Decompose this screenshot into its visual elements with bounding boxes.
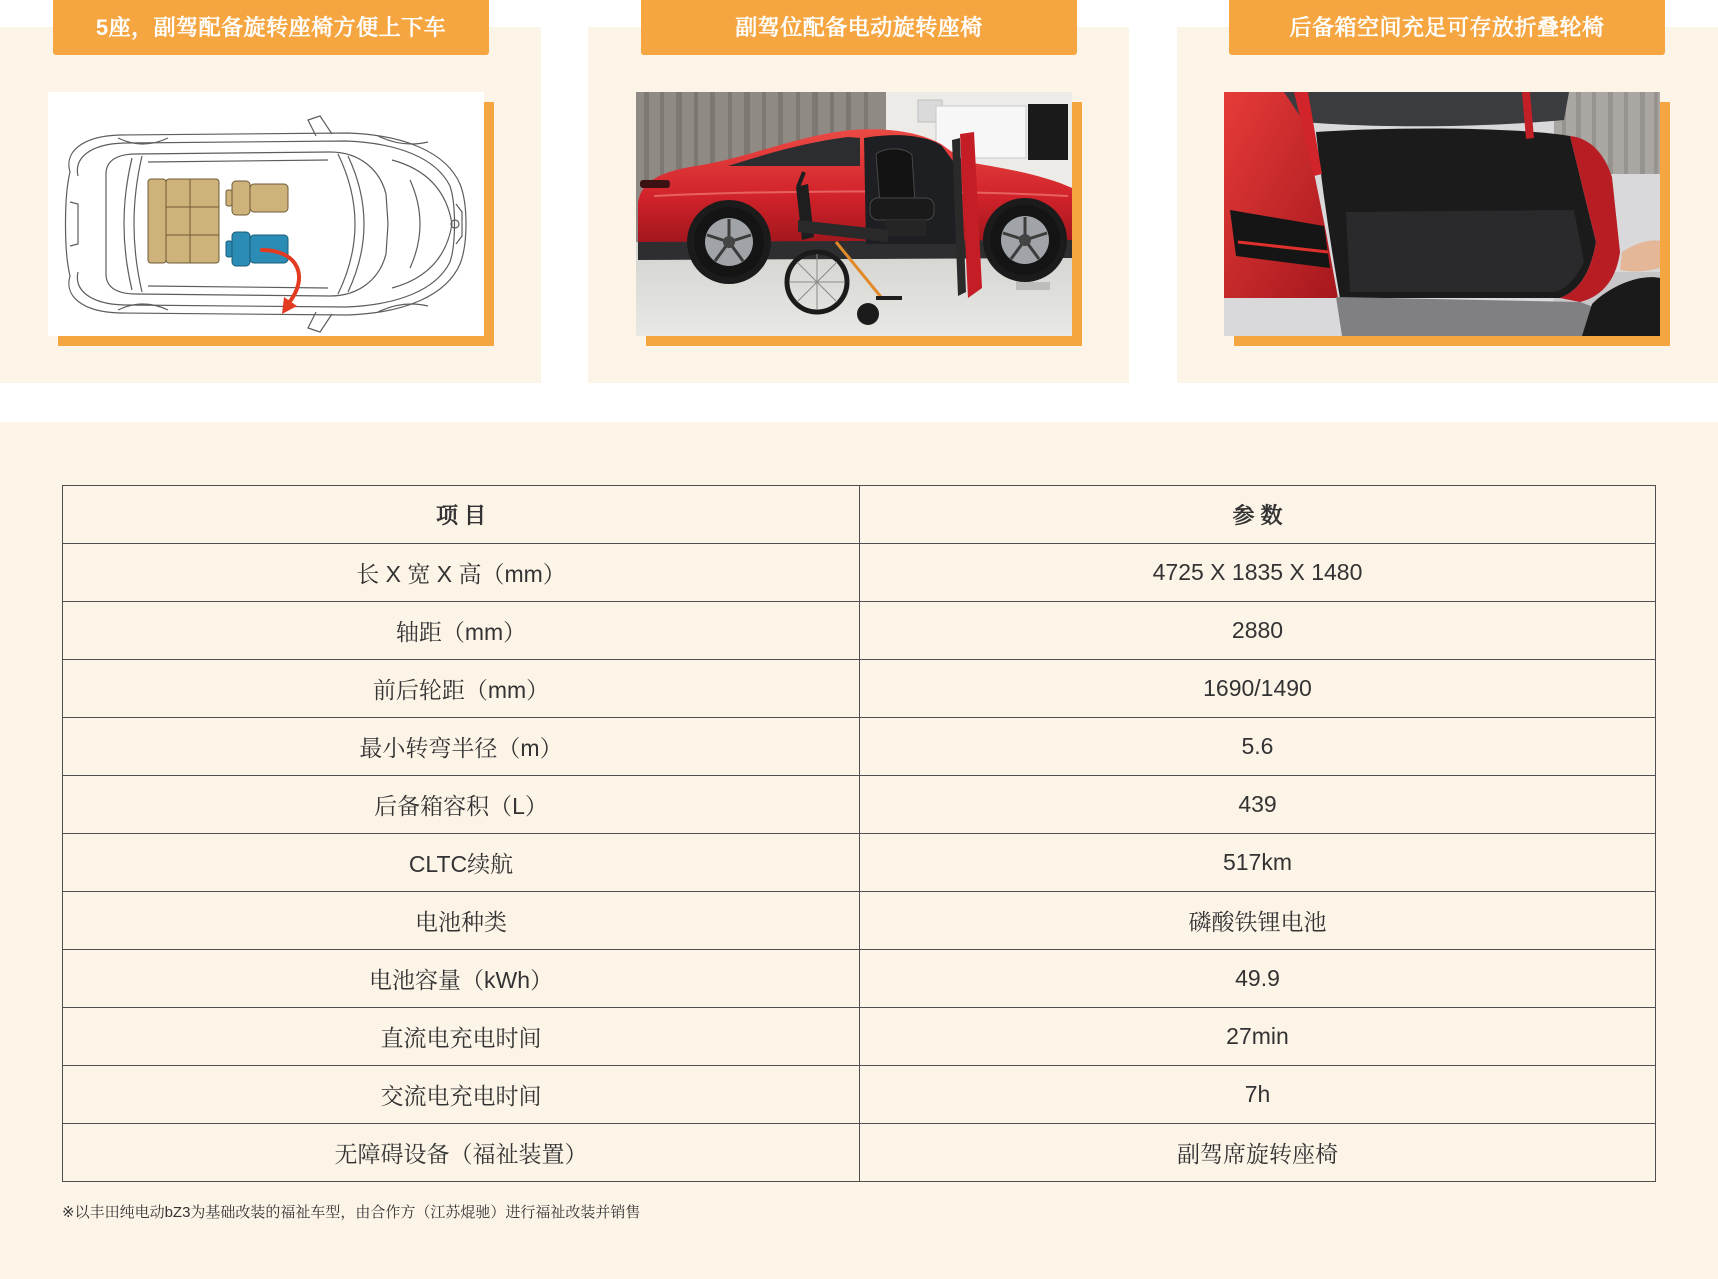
spec-row-wheelbase bbox=[63, 602, 1656, 660]
footnote: ※以丰田纯电动bZ3为基础改装的福祉车型，由合作方（江苏焜驰）进行福祉改装并销售 bbox=[62, 1204, 641, 1221]
spec-row-accessibility bbox=[63, 1124, 1656, 1182]
rotating-passenger-seat bbox=[226, 232, 288, 266]
spec-value: 7h bbox=[860, 1066, 1656, 1124]
feature-card-1-image bbox=[48, 92, 484, 336]
feature-card-2-label: 副驾位配备电动旋转座椅 bbox=[641, 0, 1077, 55]
spec-row-ac-charging bbox=[63, 1066, 1656, 1124]
spec-value: 517km bbox=[860, 834, 1656, 892]
spec-value: 2880 bbox=[860, 602, 1656, 660]
feature-card-2-image bbox=[636, 92, 1072, 336]
spec-value: 49.9 bbox=[860, 950, 1656, 1008]
header-item: 项 目 bbox=[63, 486, 860, 544]
spec-row-cltc-range bbox=[63, 834, 1656, 892]
spec-value: 1690/1490 bbox=[860, 660, 1656, 718]
spec-item: 交流电充电时间 bbox=[63, 1066, 860, 1124]
spec-value: 磷酸铁锂电池 bbox=[860, 892, 1656, 950]
spec-item: 轴距（mm） bbox=[63, 602, 860, 660]
spec-row-battery-type bbox=[63, 892, 1656, 950]
spec-item: 直流电充电时间 bbox=[63, 1008, 860, 1066]
spec-header-row bbox=[63, 486, 1656, 544]
spec-item: 无障碍设备（福祉装置） bbox=[63, 1124, 860, 1182]
car-side-wheelchair-photo bbox=[636, 92, 1072, 336]
header-value: 参 数 bbox=[860, 486, 1656, 544]
spec-row-track bbox=[63, 660, 1656, 718]
spec-row-turning-radius bbox=[63, 718, 1656, 776]
spec-item: 最小转弯半径（m） bbox=[63, 718, 860, 776]
spec-row-battery-capacity bbox=[63, 950, 1656, 1008]
spec-value: 5.6 bbox=[860, 718, 1656, 776]
spec-item: CLTC续航 bbox=[63, 834, 860, 892]
spec-table bbox=[62, 485, 1656, 1182]
car-body-outline bbox=[66, 116, 467, 332]
spec-value: 4725 X 1835 X 1480 bbox=[860, 544, 1656, 602]
rear-bench-seat bbox=[148, 179, 219, 263]
spec-item: 长 X 宽 X 高（mm） bbox=[63, 544, 860, 602]
spec-value: 副驾席旋转座椅 bbox=[860, 1124, 1656, 1182]
feature-card-3-image bbox=[1224, 92, 1660, 336]
car-top-view-seat-diagram bbox=[48, 92, 484, 336]
spec-value: 439 bbox=[860, 776, 1656, 834]
spec-item: 后备箱容积（L） bbox=[63, 776, 860, 834]
spec-item: 前后轮距（mm） bbox=[63, 660, 860, 718]
spec-item: 电池容量（kWh） bbox=[63, 950, 860, 1008]
spec-row-dimensions bbox=[63, 544, 1656, 602]
spec-value: 27min bbox=[860, 1008, 1656, 1066]
spec-row-dc-charging bbox=[63, 1008, 1656, 1066]
spec-row-trunk-volume bbox=[63, 776, 1656, 834]
open-trunk-photo bbox=[1224, 92, 1660, 336]
spec-item: 电池种类 bbox=[63, 892, 860, 950]
feature-card-1-label: 5座，副驾配备旋转座椅方便上下车 bbox=[53, 0, 489, 55]
feature-card-3-label: 后备箱空间充足可存放折叠轮椅 bbox=[1229, 0, 1665, 55]
front-driver-seat bbox=[226, 181, 288, 215]
